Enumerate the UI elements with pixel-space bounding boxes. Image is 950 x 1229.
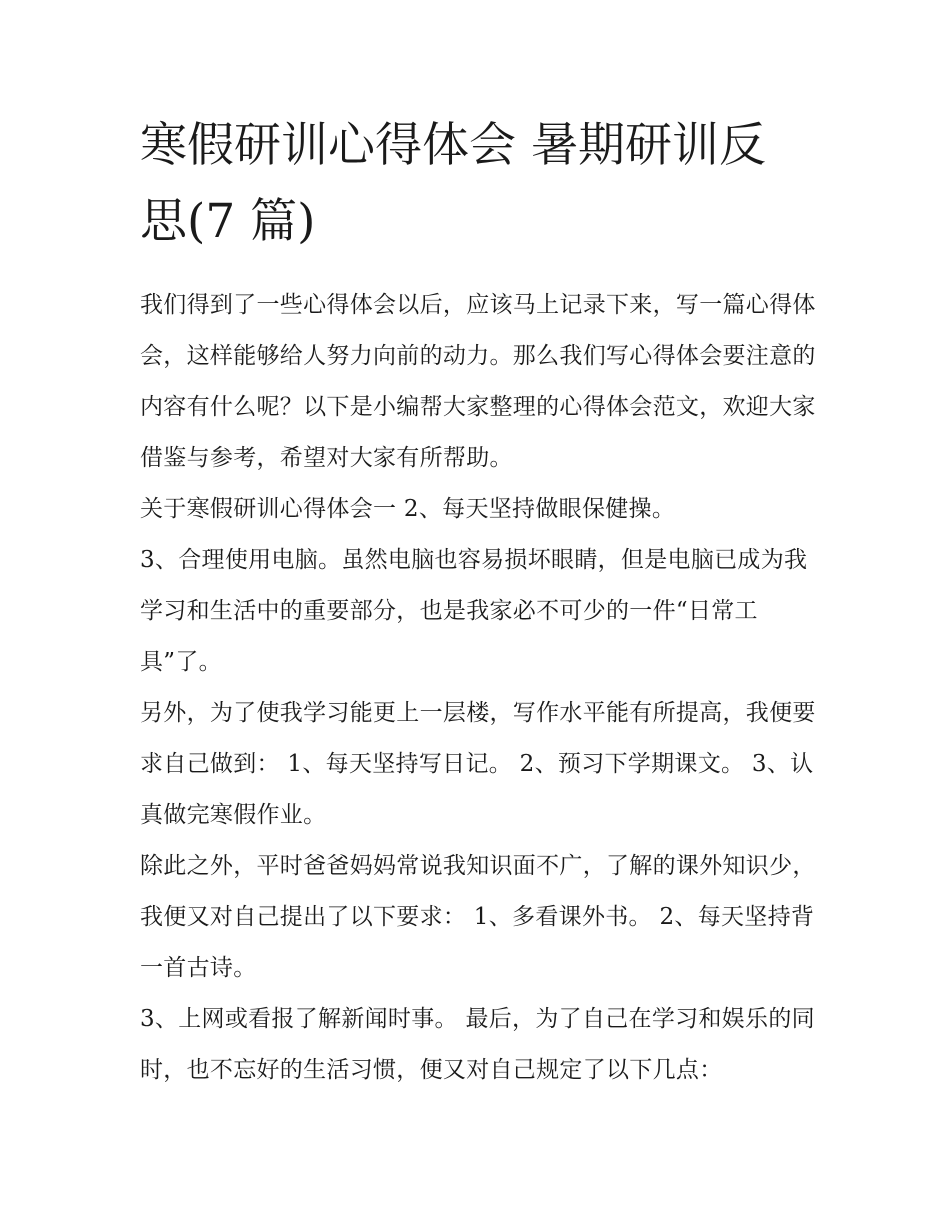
paragraph-extra-reading: 除此之外，平时爸爸妈妈常说我知识面不广，了解的课外知识少，我便又对自己提出了以下要求： 1、多看课外书。 2、每天坚持背一首古诗。 [140, 853, 816, 981]
document-body [140, 280, 820, 1096]
document-page [140, 108, 820, 1096]
title-line-1: 寒假研训心得体会 暑期研训反 [140, 118, 766, 173]
paragraph-section-heading: 关于寒假研训心得体会一 2、每天坚持做眼保健操。 [140, 496, 676, 522]
paragraph-study-goals: 另外，为了使我学习能更上一层楼，写作水平能有所提高，我便要求自己做到： 1、每天坚持写日记。 2、预习下学期课文。 3、认真做完寒假作业。 [140, 700, 816, 828]
paragraph-computer-use: 3、合理使用电脑。虽然电脑也容易损坏眼睛，但是电脑已成为我学习和生活中的重要部分，也是我家必不可少的一件“日常工具”了。 [140, 547, 808, 675]
title-line-2: 思(7 篇) [140, 194, 316, 249]
paragraph-news-habits: 3、上网或看报了解新闻时事。 最后，为了自己在学习和娱乐的同时，也不忘好的生活习惯，便又对自己规定了以下几点： [140, 1006, 815, 1083]
paragraph-intro: 我们得到了一些心得体会以后，应该马上记录下来，写一篇心得体会，这样能够给人努力向前的动力。那么我们写心得体会要注意的内容有什么呢？以下是小编帮大家整理的心得体会范文，欢迎大家借鉴与参考，希望对大家有所帮助。 [140, 292, 816, 471]
document-title [140, 108, 820, 260]
